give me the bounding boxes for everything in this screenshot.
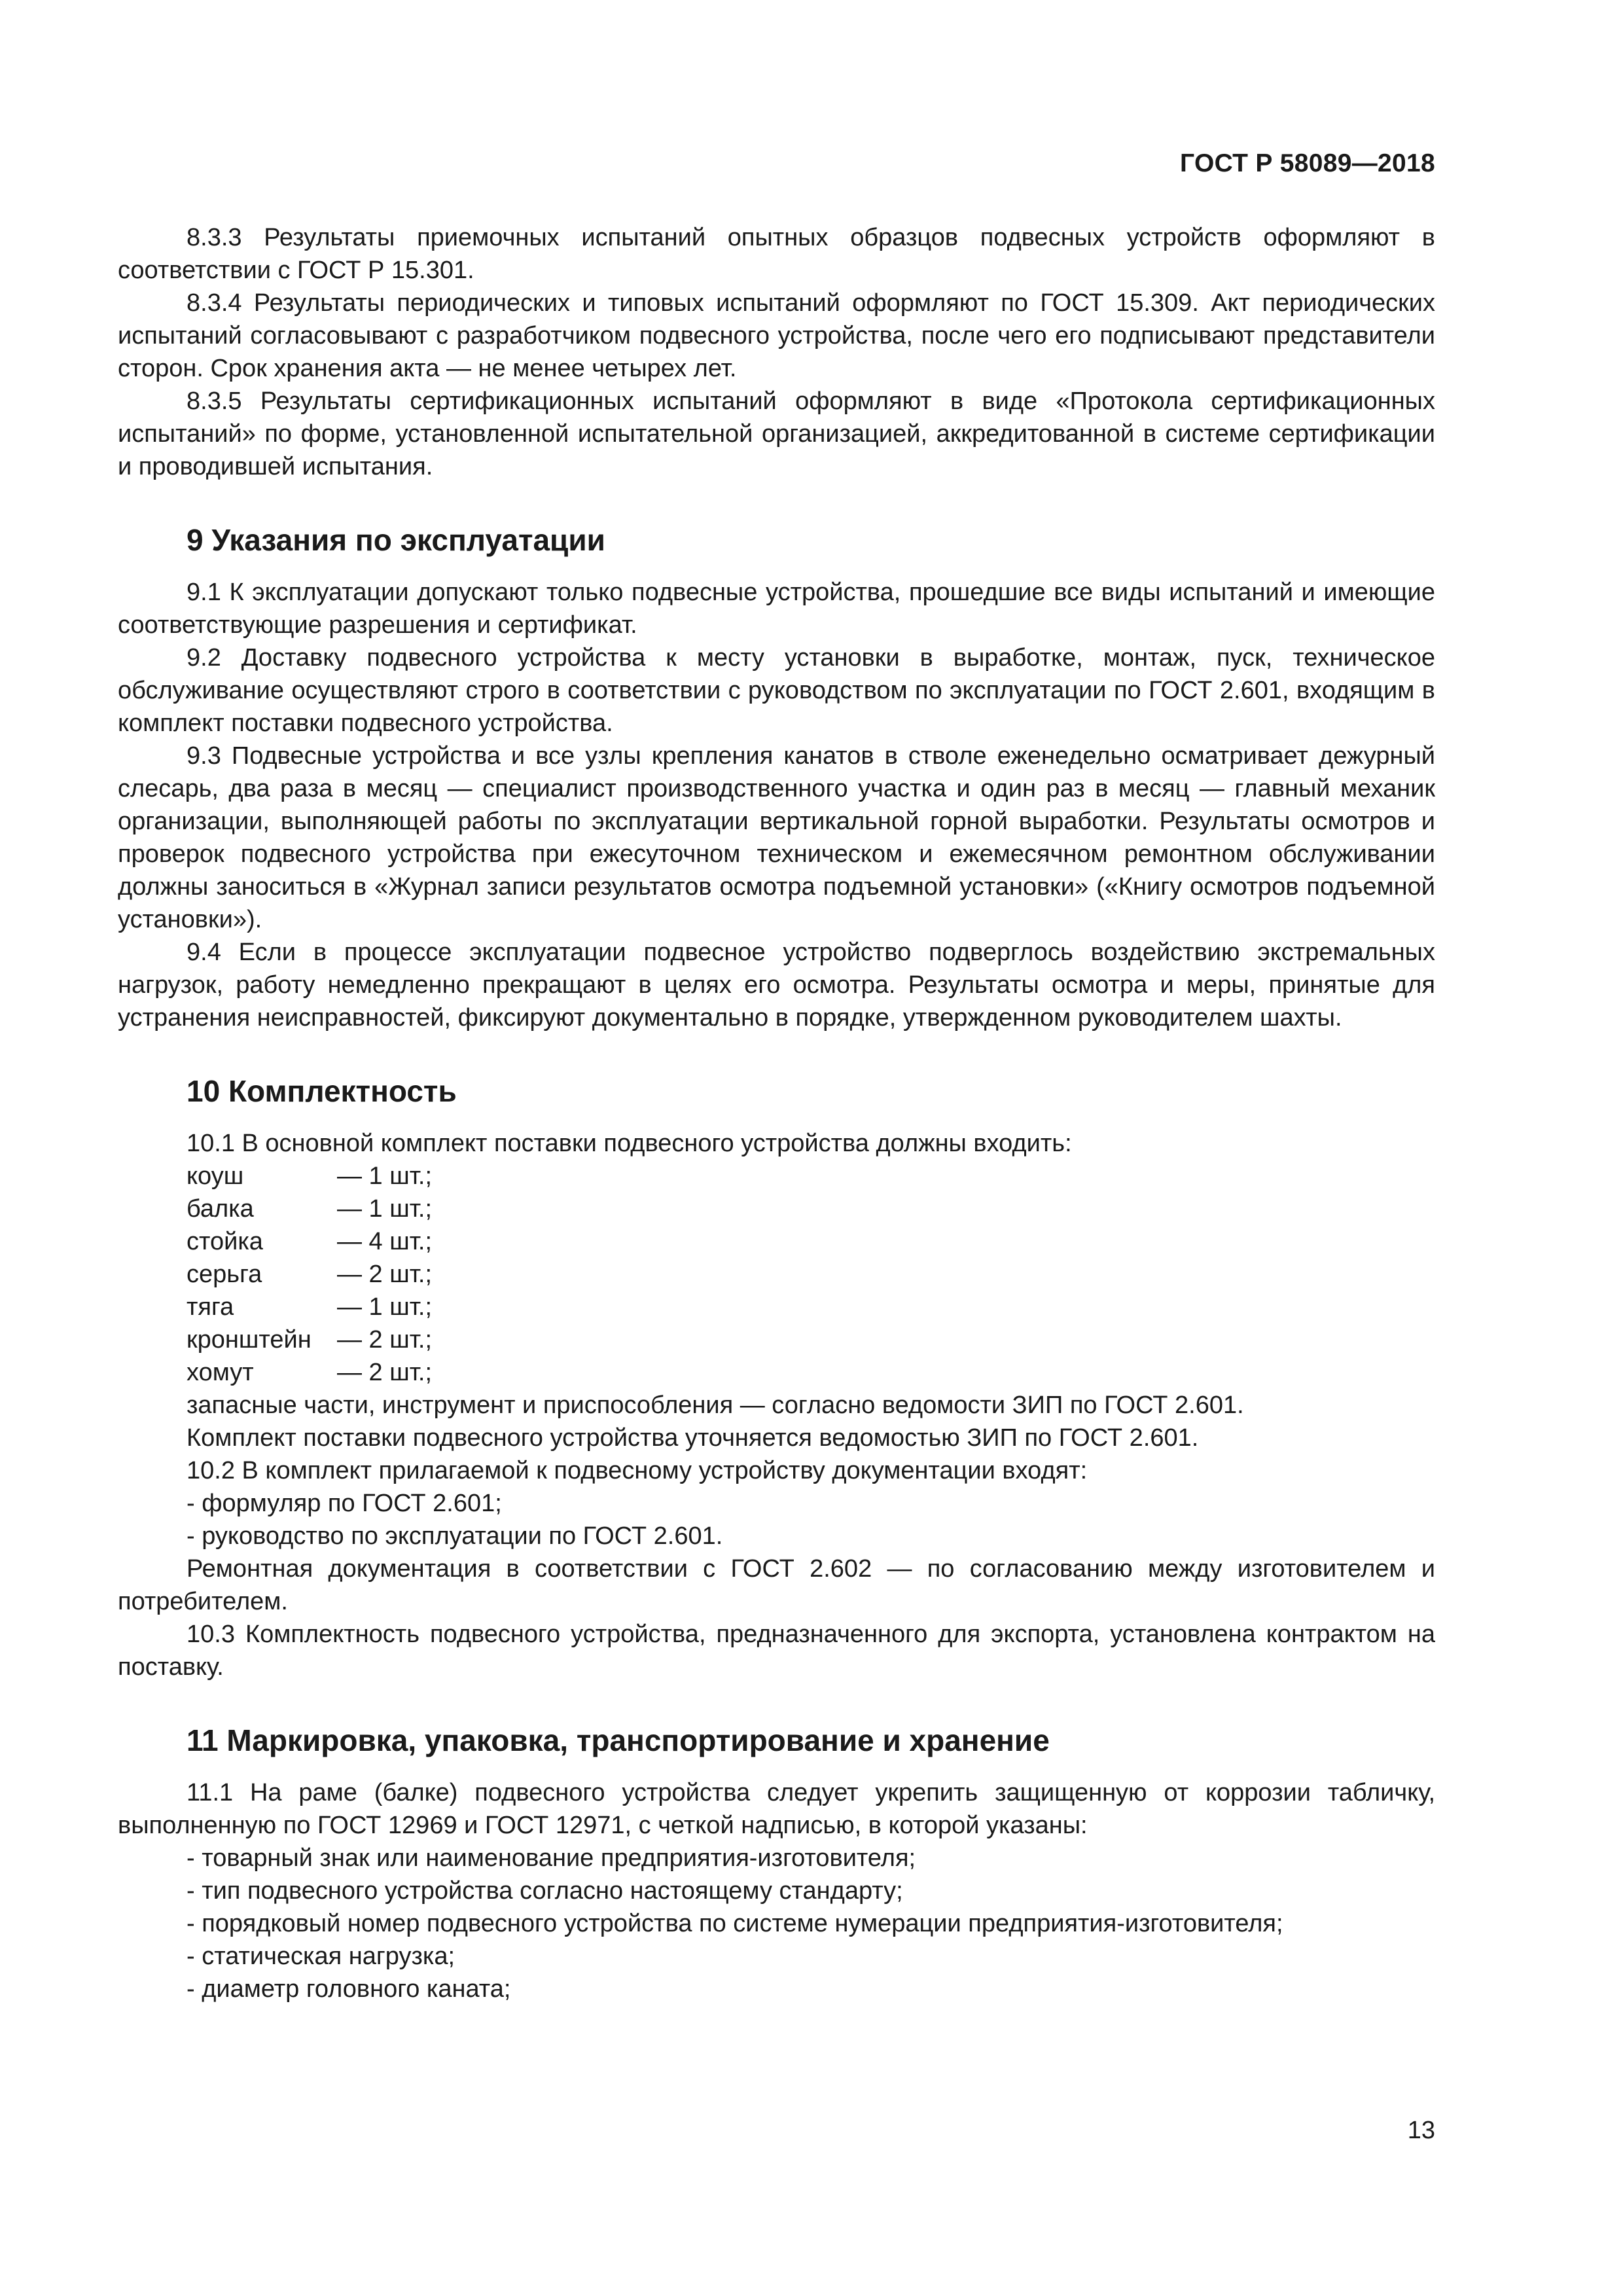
kit-item (187, 1356, 1435, 1389)
kit-item (187, 1225, 1435, 1258)
kit-item-qty: — 1 шт.; (337, 1162, 433, 1190)
kit-item (187, 1160, 1435, 1193)
doc-list-item: - формуляр по ГОСТ 2.601; (187, 1490, 502, 1517)
spare-parts-line: запасные части, инструмент и приспособления — согласно ведомости ЗИП по ГОСТ 2.601. (187, 1391, 1244, 1419)
kit-item-name: кронштейн (187, 1326, 312, 1354)
paragraph-10-2: 10.2 В комплект прилагаемой к подвесному устройству документации входят: (187, 1457, 1088, 1484)
marking-list-item: - порядковый номер подвесного устройства по системе нумерации предприятия-изготовителя; (187, 1910, 1283, 1937)
paragraph-8-3-5: 8.3.5 Результаты сертификационных испытаний оформляют в виде «Протокола сертификационных испытаний» по форме, установленной испытательной организацией, аккредитованной в системе сертификации и проводившей испытания. (118, 387, 1435, 480)
kit-item-qty: — 2 шт.; (337, 1261, 433, 1288)
marking-list-item: - тип подвесного устройства согласно настоящему стандарту; (187, 1877, 903, 1905)
repair-docs-paragraph: Ремонтная документация в соответствии с ГОСТ 2.602 — по согласованию между изготовителем и потребителем. (118, 1555, 1435, 1615)
paragraph-8-3-3: 8.3.3 Результаты приемочных испытаний опытных образцов подвесных устройств оформляют в соответствии с ГОСТ Р 15.301. (118, 224, 1435, 284)
paragraph-8-3-4: 8.3.4 Результаты периодических и типовых испытаний оформляют по ГОСТ 15.309. Акт периодических испытаний согласовывают с разработчиком подвесного устройства, после чего его подписывают представители сторон. Срок хранения акта — не менее четырех лет. (118, 289, 1435, 382)
kit-item-qty: — 2 шт.; (337, 1359, 433, 1386)
kit-item (187, 1193, 1435, 1225)
standard-header: ГОСТ Р 58089—2018 (1180, 149, 1435, 177)
marking-list-item: - статическая нагрузка; (187, 1943, 455, 1970)
kit-refinement-line: Комплект поставки подвесного устройства уточняется ведомостью ЗИП по ГОСТ 2.601. (187, 1424, 1199, 1452)
kit-item-qty: — 2 шт.; (337, 1326, 433, 1354)
kit-item-name: коуш (187, 1162, 244, 1190)
kit-item-name: серьга (187, 1261, 262, 1288)
kit-item-name: балка (187, 1195, 254, 1223)
kit-item (187, 1258, 1435, 1291)
paragraph-9-1: 9.1 К эксплуатации допускают только подвесные устройства, прошедшие все виды испытаний и имеющие соответствующие разрешения и сертификат. (118, 579, 1435, 639)
page-content (118, 221, 1435, 2005)
kit-item-name: тяга (187, 1293, 234, 1321)
paragraph-9-4: 9.4 Если в процессе эксплуатации подвесное устройство подверглось воздействию экстремальных нагрузок, работу немедленно прекращают в целях его осмотра. Результаты осмотра и меры, принятые для устранения неисправностей, фиксируют документально в порядке, утвержденном руководителем шахты. (118, 939, 1435, 1031)
kit-items-list (118, 1160, 1435, 1389)
paragraph-10-3: 10.3 Комплектность подвесного устройства, предназначенного для экспорта, установлена контрактом на поставку. (118, 1621, 1435, 1681)
paragraph-11-1: 11.1 На раме (балке) подвесного устройства следует укрепить защищенную от коррозии табличку, выполненную по ГОСТ 12969 и ГОСТ 12971, с четкой надписью, в которой указаны: (118, 1779, 1435, 1839)
section-9-heading: 9 Указания по эксплуатации (187, 523, 605, 557)
marking-list-item: - товарный знак или наименование предприятия-изготовителя; (187, 1844, 916, 1872)
doc-list-item: - руководство по эксплуатации по ГОСТ 2.601. (187, 1522, 723, 1550)
kit-item (187, 1291, 1435, 1323)
kit-item-name: стойка (187, 1228, 263, 1255)
kit-item-qty: — 1 шт.; (337, 1195, 433, 1223)
kit-item (187, 1323, 1435, 1356)
section-11-heading: 11 Маркировка, упаковка, транспортирование и хранение (187, 1723, 1050, 1757)
paragraph-9-2: 9.2 Доставку подвесного устройства к месту установки в выработке, монтаж, пуск, техническое обслуживание осуществляют строго в соответствии с руководством по эксплуатации по ГОСТ 2.601, входящим в комплект поставки подвесного устройства. (118, 644, 1435, 737)
kit-item-name: хомут (187, 1359, 254, 1386)
kit-item-qty: — 1 шт.; (337, 1293, 433, 1321)
paragraph-9-3: 9.3 Подвесные устройства и все узлы крепления канатов в стволе еженедельно осматривает дежурный слесарь, два раза в месяц — специалист производственного участка и один раз в месяц — главный механик организации, выполняющей работы по эксплуатации вертикальной горной выработки. Результаты осмотров и проверок подвесного устройства при ежесуточном техническом и ежемесячном ремонтном обслуживании должны заноситься в «Журнал записи результатов осмотра подъемной установки» («Книгу осмотров подъемной установки»). (118, 742, 1435, 933)
paragraph-10-1: 10.1 В основной комплект поставки подвесного устройства должны входить: (187, 1130, 1072, 1157)
page-number: 13 (1407, 2117, 1435, 2144)
marking-list-item: - диаметр головного каната; (187, 1975, 511, 2003)
kit-item-qty: — 4 шт.; (337, 1228, 433, 1255)
section-10-heading: 10 Комплектность (187, 1074, 457, 1108)
